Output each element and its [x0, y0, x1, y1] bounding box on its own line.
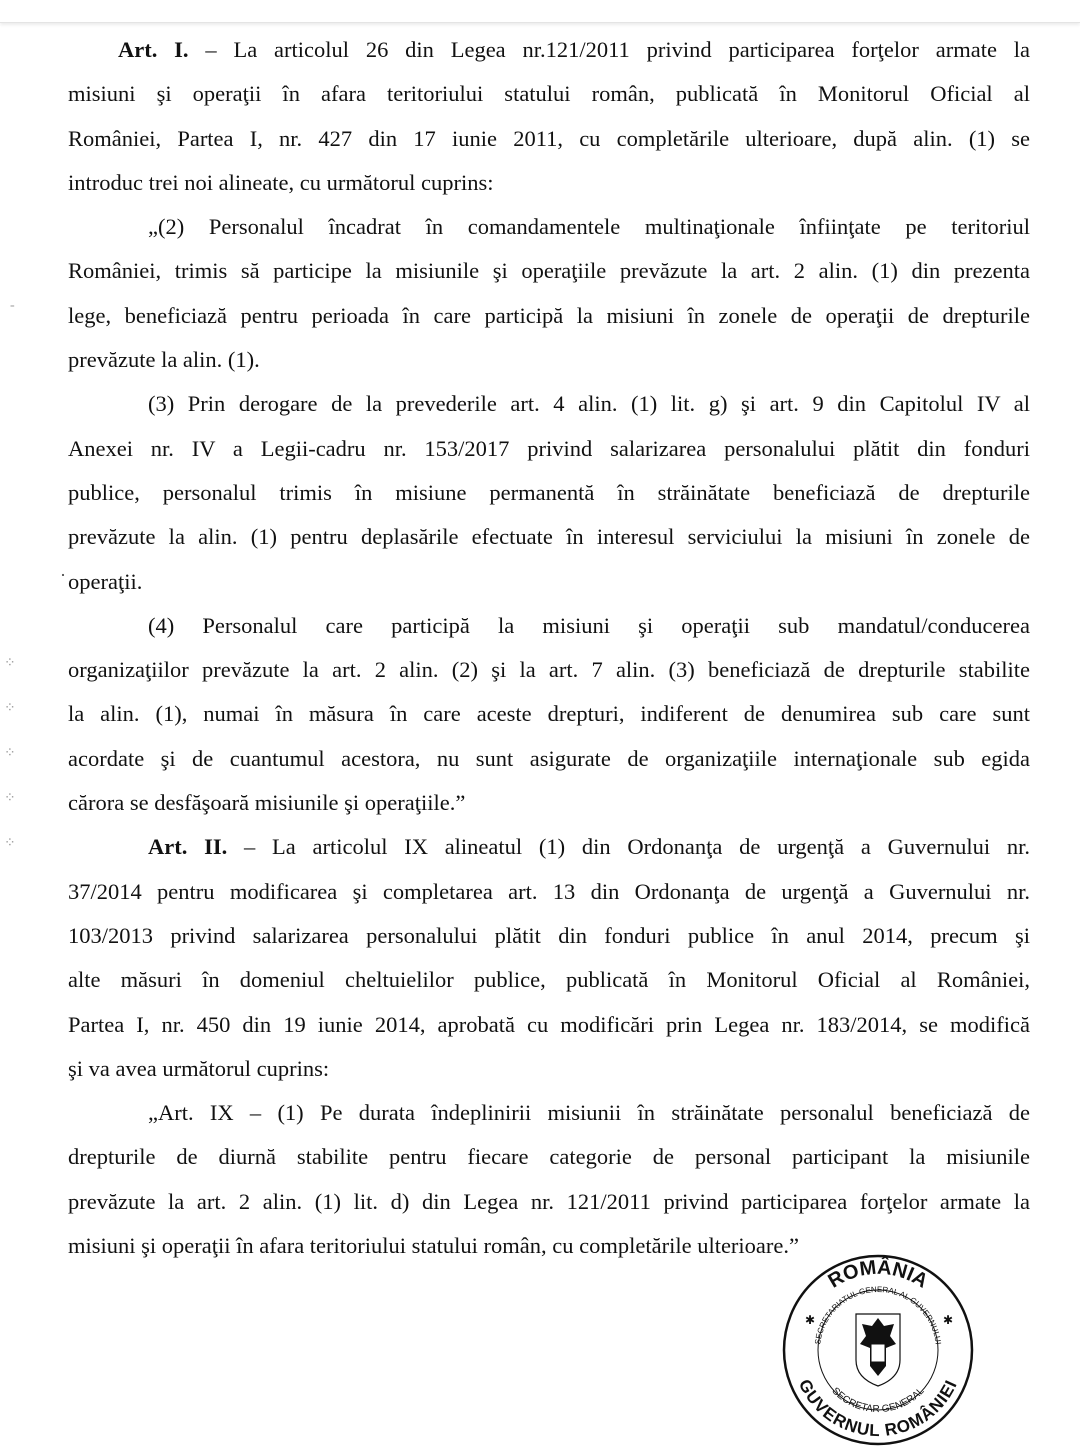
- line-text: introduc trei noi alineate, cu următorul cuprins:: [68, 169, 494, 195]
- text-line: [68, 560, 1030, 604]
- line-text: alte măsuri în domeniul cheltuielilor publice, publicată în Monitorul Oficial al României,: [68, 967, 1030, 993]
- line-text: şi va avea următorul cuprins:: [68, 1055, 330, 1081]
- text-line: [68, 117, 1030, 161]
- star-icon: ✱: [805, 1313, 816, 1327]
- line-text: prevăzute la art. 2 alin. (1) lit. d) din Legea nr. 121/2011 privind participarea forţelor armate la: [68, 1188, 1030, 1214]
- stamp-inner-bottom: SECRETAR GENERAL: [829, 1385, 927, 1416]
- stamp-inner-top: SECRETARIATUL GENERAL AL GUVERNULUI: [813, 1284, 943, 1345]
- text-line: [68, 72, 1030, 116]
- scan-mark: ⁘: [4, 656, 16, 671]
- text-line: [68, 515, 1030, 559]
- scan-mark: ⁘: [4, 836, 16, 851]
- text-line: [68, 161, 1030, 205]
- line-text: prevăzute la alin. (1).: [68, 347, 260, 373]
- text-line: [68, 1180, 1030, 1224]
- line-text: (3) Prin derogare de la prevederile art. 4 alin. (1) lit. g) şi art. 9 din Capitolul IV al: [148, 391, 1030, 417]
- line-text: – La articolul IX alineatul (1) din Ordonanţa de urgenţă a Guvernului nr.: [227, 834, 1030, 860]
- document-page: [68, 28, 1030, 1268]
- line-text: „Art. IX – (1) Pe durata îndeplinirii misiunii în străinătate personalul beneficiază de: [148, 1100, 1030, 1126]
- coat-of-arms-icon: [856, 1314, 900, 1386]
- line-text: publice, personalul trimis în misiune permanentă în străinătate beneficiază de drepturile: [68, 479, 1030, 505]
- text-line: [68, 958, 1030, 1002]
- text-line: [68, 1047, 1030, 1091]
- line-text: – La articolul 26 din Legea nr.121/2011 privind participarea forţelor armate la: [188, 37, 1030, 62]
- text-line: [68, 427, 1030, 471]
- line-text: organizaţiilor prevăzute la art. 2 alin. (2) şi la art. 7 alin. (3) beneficiază de drepturile stabilite: [68, 657, 1030, 683]
- viewer-top-edge: [0, 0, 1080, 23]
- line-text: (4) Personalul care participă la misiuni şi operaţii sub mandatul/conducerea: [148, 612, 1030, 638]
- line-text: la alin. (1), numai în măsura în care aceste drepturi, indiferent de denumirea sub care sunt: [68, 701, 1030, 727]
- svg-text:SECRETAR GENERAL: [830, 1385, 927, 1415]
- line-text: misiuni şi operaţii în afara teritoriului statului român, cu completările ulterioare.”: [68, 1233, 800, 1259]
- line-text: 37/2014 pentru modificarea şi completarea art. 13 din Ordonanţa de urgenţă a Guvernului nr.: [68, 878, 1030, 904]
- stamp-outer-bottom: GUVERNUL ROMÂNIEI: [794, 1376, 962, 1441]
- text-line: [68, 1135, 1030, 1179]
- line-text: cărora se desfăşoară misiunile şi operaţiile.”: [68, 790, 466, 816]
- scan-mark: ⁘: [4, 791, 16, 806]
- scan-mark: ·: [60, 565, 66, 585]
- line-text: „(2) Personalul încadrat în comandamentele multinaţionale înfiinţate pe teritoriul: [148, 214, 1030, 240]
- text-line: [68, 825, 1030, 869]
- text-line: [68, 604, 1030, 648]
- text-line: [68, 1091, 1030, 1135]
- text-line: [68, 382, 1030, 426]
- line-text: drepturile de diurnă stabilite pentru fiecare categorie de personal participant la misiunile: [68, 1144, 1030, 1170]
- line-text: misiuni şi operaţii în afara teritoriului statului român, publicată în Monitorul Oficial al: [68, 81, 1030, 107]
- text-line: [68, 294, 1030, 338]
- text-line: [68, 249, 1030, 293]
- star-icon: ✱: [943, 1313, 954, 1327]
- scan-mark: -: [10, 298, 15, 313]
- text-line: [68, 737, 1030, 781]
- text-line: [68, 692, 1030, 736]
- scan-mark: ⁘: [4, 746, 16, 761]
- article-heading: Art. II.: [148, 834, 228, 860]
- text-line: [68, 648, 1030, 692]
- text-line: [68, 914, 1030, 958]
- text-line: [68, 1003, 1030, 1047]
- text-line: [68, 28, 1030, 72]
- line-text: 103/2013 privind salarizarea personalului plătit din fonduri publice în anul 2014, precum şi: [68, 922, 1030, 948]
- text-line: [68, 781, 1030, 825]
- text-line: [68, 870, 1030, 914]
- line-text: operaţii.: [68, 568, 143, 594]
- scan-mark: ⁘: [4, 701, 16, 716]
- line-text: Partea I, nr. 450 din 19 iunie 2014, aprobată cu modificări prin Legea nr. 183/2014, se modifică: [68, 1011, 1030, 1037]
- line-text: României, trimis să participe la misiunile şi operaţiile prevăzute la art. 2 alin. (1) din prezenta: [68, 258, 1030, 284]
- text-line: [68, 338, 1030, 382]
- line-text: prevăzute la alin. (1) pentru deplasările efectuate în interesul serviciului la misiuni în zonele de: [68, 524, 1030, 550]
- line-text: lege, beneficiază pentru perioada în care participă la misiuni în zonele de operaţii de drepturile: [68, 302, 1030, 328]
- article-heading: Art. I.: [118, 37, 189, 62]
- stamp-outer-top: ROMÂNIA: [824, 1256, 932, 1293]
- official-stamp: [780, 1252, 976, 1448]
- line-text: acordate şi de cuantumul acestora, nu sunt asigurate de organizaţiile internaţionale sub egida: [68, 745, 1030, 771]
- line-text: Anexei nr. IV a Legii-cadru nr. 153/2017 privind salarizarea personalului plătit din fonduri: [68, 435, 1030, 461]
- text-line: [68, 471, 1030, 515]
- text-line: [68, 205, 1030, 249]
- line-text: României, Partea I, nr. 427 din 17 iunie 2011, cu completările ulterioare, după alin. (1) se: [68, 125, 1030, 151]
